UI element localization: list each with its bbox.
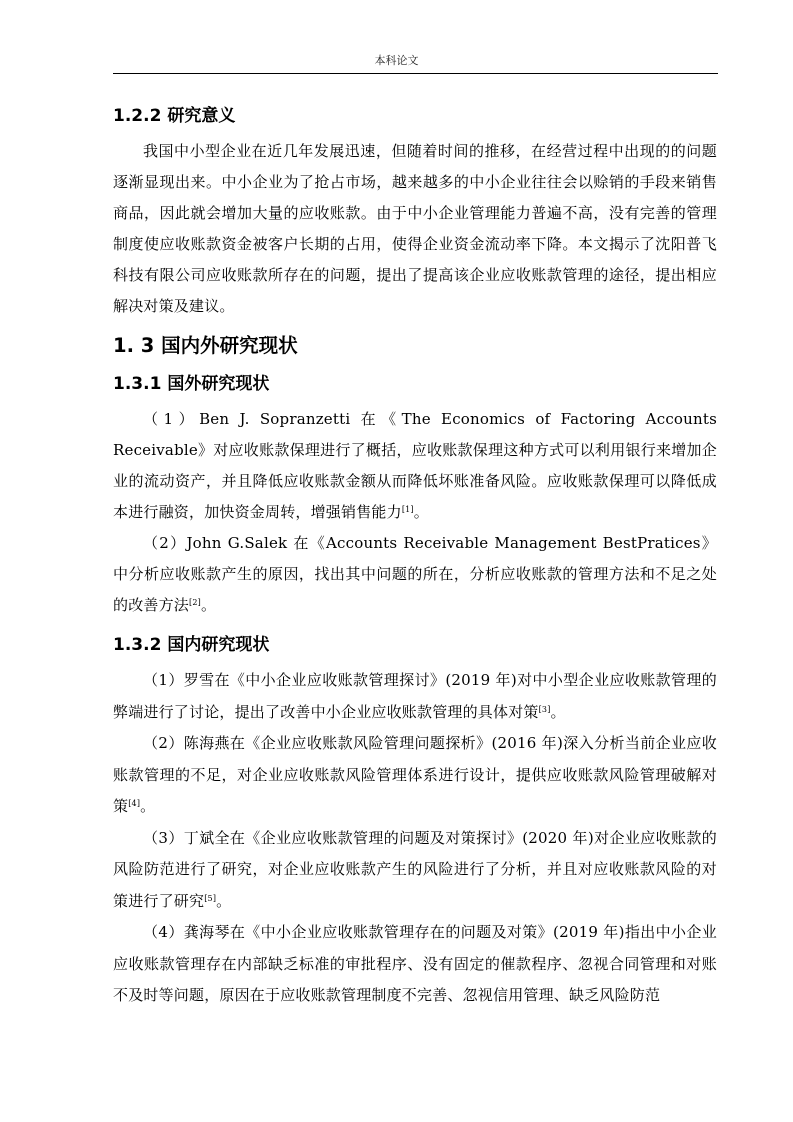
foreign-research-item: （1）Ben J. Sopranzetti 在《The Economics of Factoring Accounts Receivable》对应收账款保理进行了概括，应收账款保理这种方式可以利用银行来增加企业的流动资产，并且降低应收账款金额从而降低坏账准备风险。应收账款保理可以降低成本进行融资，加快资金周转，增强销售能力[1]。 — [113, 410, 717, 521]
section-heading-1-3-2: 1.3.2 国内研究现状 — [113, 635, 270, 655]
domestic-research-item: （4）龚海琴在《中小企业应收账款管理存在的问题及对策》(2019 年)指出中小企业应收账款管理存在内部缺乏标准的审批程序、没有固定的催款程序、忽视合同管理和对账不及时等问题，原因在于应收账款管理制度不完善、忽视信用管理、缺乏风险防范 — [113, 923, 717, 1004]
citation-ref: [5] — [204, 893, 217, 903]
header-rule — [113, 73, 718, 74]
citation-ref: [4] — [128, 799, 141, 808]
page-body — [113, 96, 717, 1012]
foreign-research-item: （2）John G.Salek 在《Accounts Receivable Management BestPratices》中分析应收账款产生的原因，找出其中问题的所在，分析应收账款的管理方法和不足之处的改善方法[2]。 — [113, 534, 717, 614]
section-heading-1-2-2: 1.2.2 研究意义 — [113, 106, 236, 126]
domestic-research-item: （3）丁斌全在《企业应收账款管理的问题及对策探讨》(2020 年)对企业应收账款的风险防范进行了研究，对企业应收账款产生的风险进行了分析，并且对应收账款风险的对策进行了研究[5]。 — [113, 828, 717, 910]
section-heading-1-3-1: 1.3.1 国外研究现状 — [113, 374, 270, 394]
citation-ref: [2] — [189, 598, 201, 607]
paragraph-research-significance: 我国中小型企业在近几年发展迅速，但随着时间的推移，在经营过程中出现的的问题逐渐显现出来。中小企业为了抢占市场，越来越多的中小企业往往会以赊销的手段来销售商品，因此就会增加大量的应收账款。由于中小企业管理能力普遍不高，没有完善的管理制度使应收账款资金被客户长期的占用，使得企业资金流动率下降。本文揭示了沈阳普飞科技有限公司应收账款所存在的问题，提出了提高该企业应收账款管理的途径，提出相应解决对策及建议。 — [113, 142, 717, 315]
citation-ref: [3] — [538, 704, 551, 714]
section-heading-1-3: 1. 3 国内外研究现状 — [113, 334, 298, 357]
citation-ref: [1] — [401, 505, 414, 514]
domestic-research-item: （1）罗雪在《中小企业应收账款管理探讨》(2019 年)对中小型企业应收账款管理的弊端进行了讨论，提出了改善中小企业应收账款管理的具体对策[3]。 — [113, 671, 717, 721]
domestic-research-item: （2）陈海燕在《企业应收账款风险管理问题探析》(2016 年)深入分析当前企业应收账款管理的不足，对企业应收账款风险管理体系进行设计，提供应收账款风险管理破解对策[4]。 — [113, 734, 717, 815]
running-header: 本科论文 — [374, 54, 419, 67]
